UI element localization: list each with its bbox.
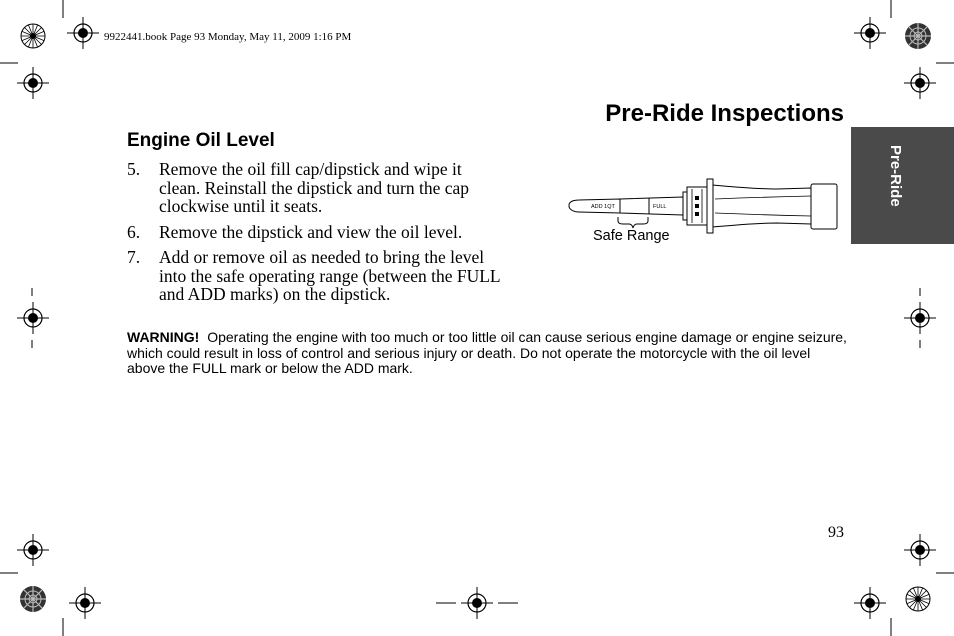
step-item xyxy=(127,248,507,304)
step-number: 7. xyxy=(127,247,141,267)
step-text: Remove the oil fill cap/dipstick and wipe it clean. Reinstall the dipstick and turn the cap clockwise until it seats. xyxy=(159,159,470,216)
warning-text: Operating the engine with too much or too little oil can cause serious engine damage or engine seizure, which could result in loss of control and serious injury or death. Do not operate the motorcycle with the oil level above the FULL mark or below the ADD mark. xyxy=(127,329,847,376)
add-mark-label: ADD 1QT xyxy=(591,204,615,210)
chapter-tab-label: Pre-Ride xyxy=(887,145,904,207)
step-item xyxy=(127,160,507,216)
step-number: 5. xyxy=(127,159,141,179)
page-title: Pre-Ride Inspections xyxy=(605,100,844,127)
dipstick-illustration xyxy=(565,175,840,235)
step-text: Remove the dipstick and view the oil level. xyxy=(159,221,463,242)
step-item xyxy=(127,223,507,242)
section-title: Engine Oil Level xyxy=(127,130,275,151)
safe-range-caption: Safe Range xyxy=(593,228,670,244)
step-text: Add or remove oil as needed to bring the level into the safe operating range (between the FULL and ADD marks) on the dipstick. xyxy=(159,247,500,304)
step-number: 6. xyxy=(127,221,141,242)
chapter-tab xyxy=(851,127,954,244)
full-mark-label: FULL xyxy=(653,204,667,210)
warning-block xyxy=(127,330,847,377)
print-header-meta: 9922441.book Page 93 Monday, May 11, 2009 1:16 PM xyxy=(104,31,352,43)
page-number: 93 xyxy=(828,524,844,541)
warning-label: WARNING! xyxy=(127,329,200,345)
steps-list xyxy=(127,160,507,311)
